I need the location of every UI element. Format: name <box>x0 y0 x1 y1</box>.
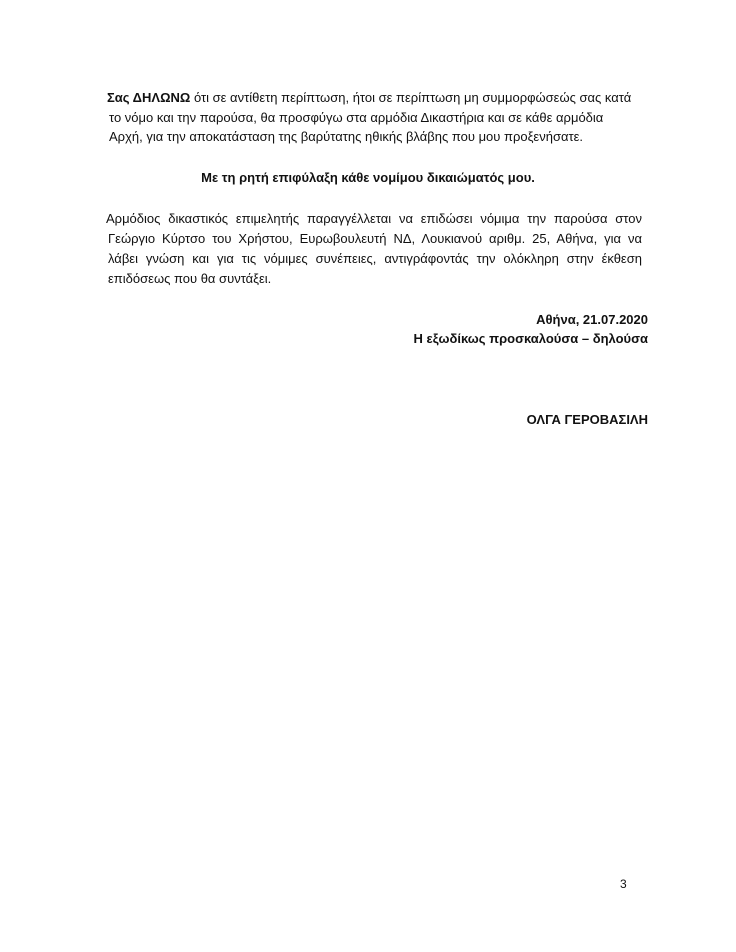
bailiff-line-4: επιδόσεως που θα συντάξει. <box>108 271 272 286</box>
declaration-text: ότι σε αντίθετη περίπτωση, ήτοι σε περίπτωση μη συμμορφώσεώς σας κατά <box>190 90 632 105</box>
declaration-line-1 <box>107 90 631 106</box>
signer-role: Η εξωδίκως προσκαλούσα – δηλούσα <box>413 331 648 346</box>
bailiff-line-3: λάβει γνώση και για τις νόμιμες συνέπειες, αντιγράφοντάς την ολόκληρη στην έκθεση <box>108 251 642 266</box>
bailiff-line-1: Αρμόδιος δικαστικός επιμελητής παραγγέλλεται να επιδώσει νόμιμα την παρούσα στον <box>106 211 642 226</box>
declaration-line-2: το νόμο και την παρούσα, θα προσφύγω στα αρμόδια Δικαστήρια και σε κάθε αρμόδια <box>109 110 604 125</box>
declaration-lead: Σας ΔΗΛΩΝΩ <box>107 90 191 105</box>
page-number: 3 <box>620 877 627 891</box>
signer-name: ΟΛΓΑ ΓΕΡΟΒΑΣΙΛΗ <box>526 412 648 427</box>
reservation-statement: Με τη ρητή επιφύλαξη κάθε νομίμου δικαιώματός μου. <box>201 170 535 185</box>
declaration-line-3: Αρχή, για την αποκατάσταση της βαρύτατης ηθικής βλάβης που μου προξενήσατε. <box>109 129 584 144</box>
place-date: Αθήνα, 21.07.2020 <box>536 312 648 327</box>
bailiff-line-2: Γεώργιο Κύρτσο του Χρήστου, Ευρωβουλευτή ΝΔ, Λουκιανού αριθμ. 25, Αθήνα, για να <box>108 231 642 246</box>
